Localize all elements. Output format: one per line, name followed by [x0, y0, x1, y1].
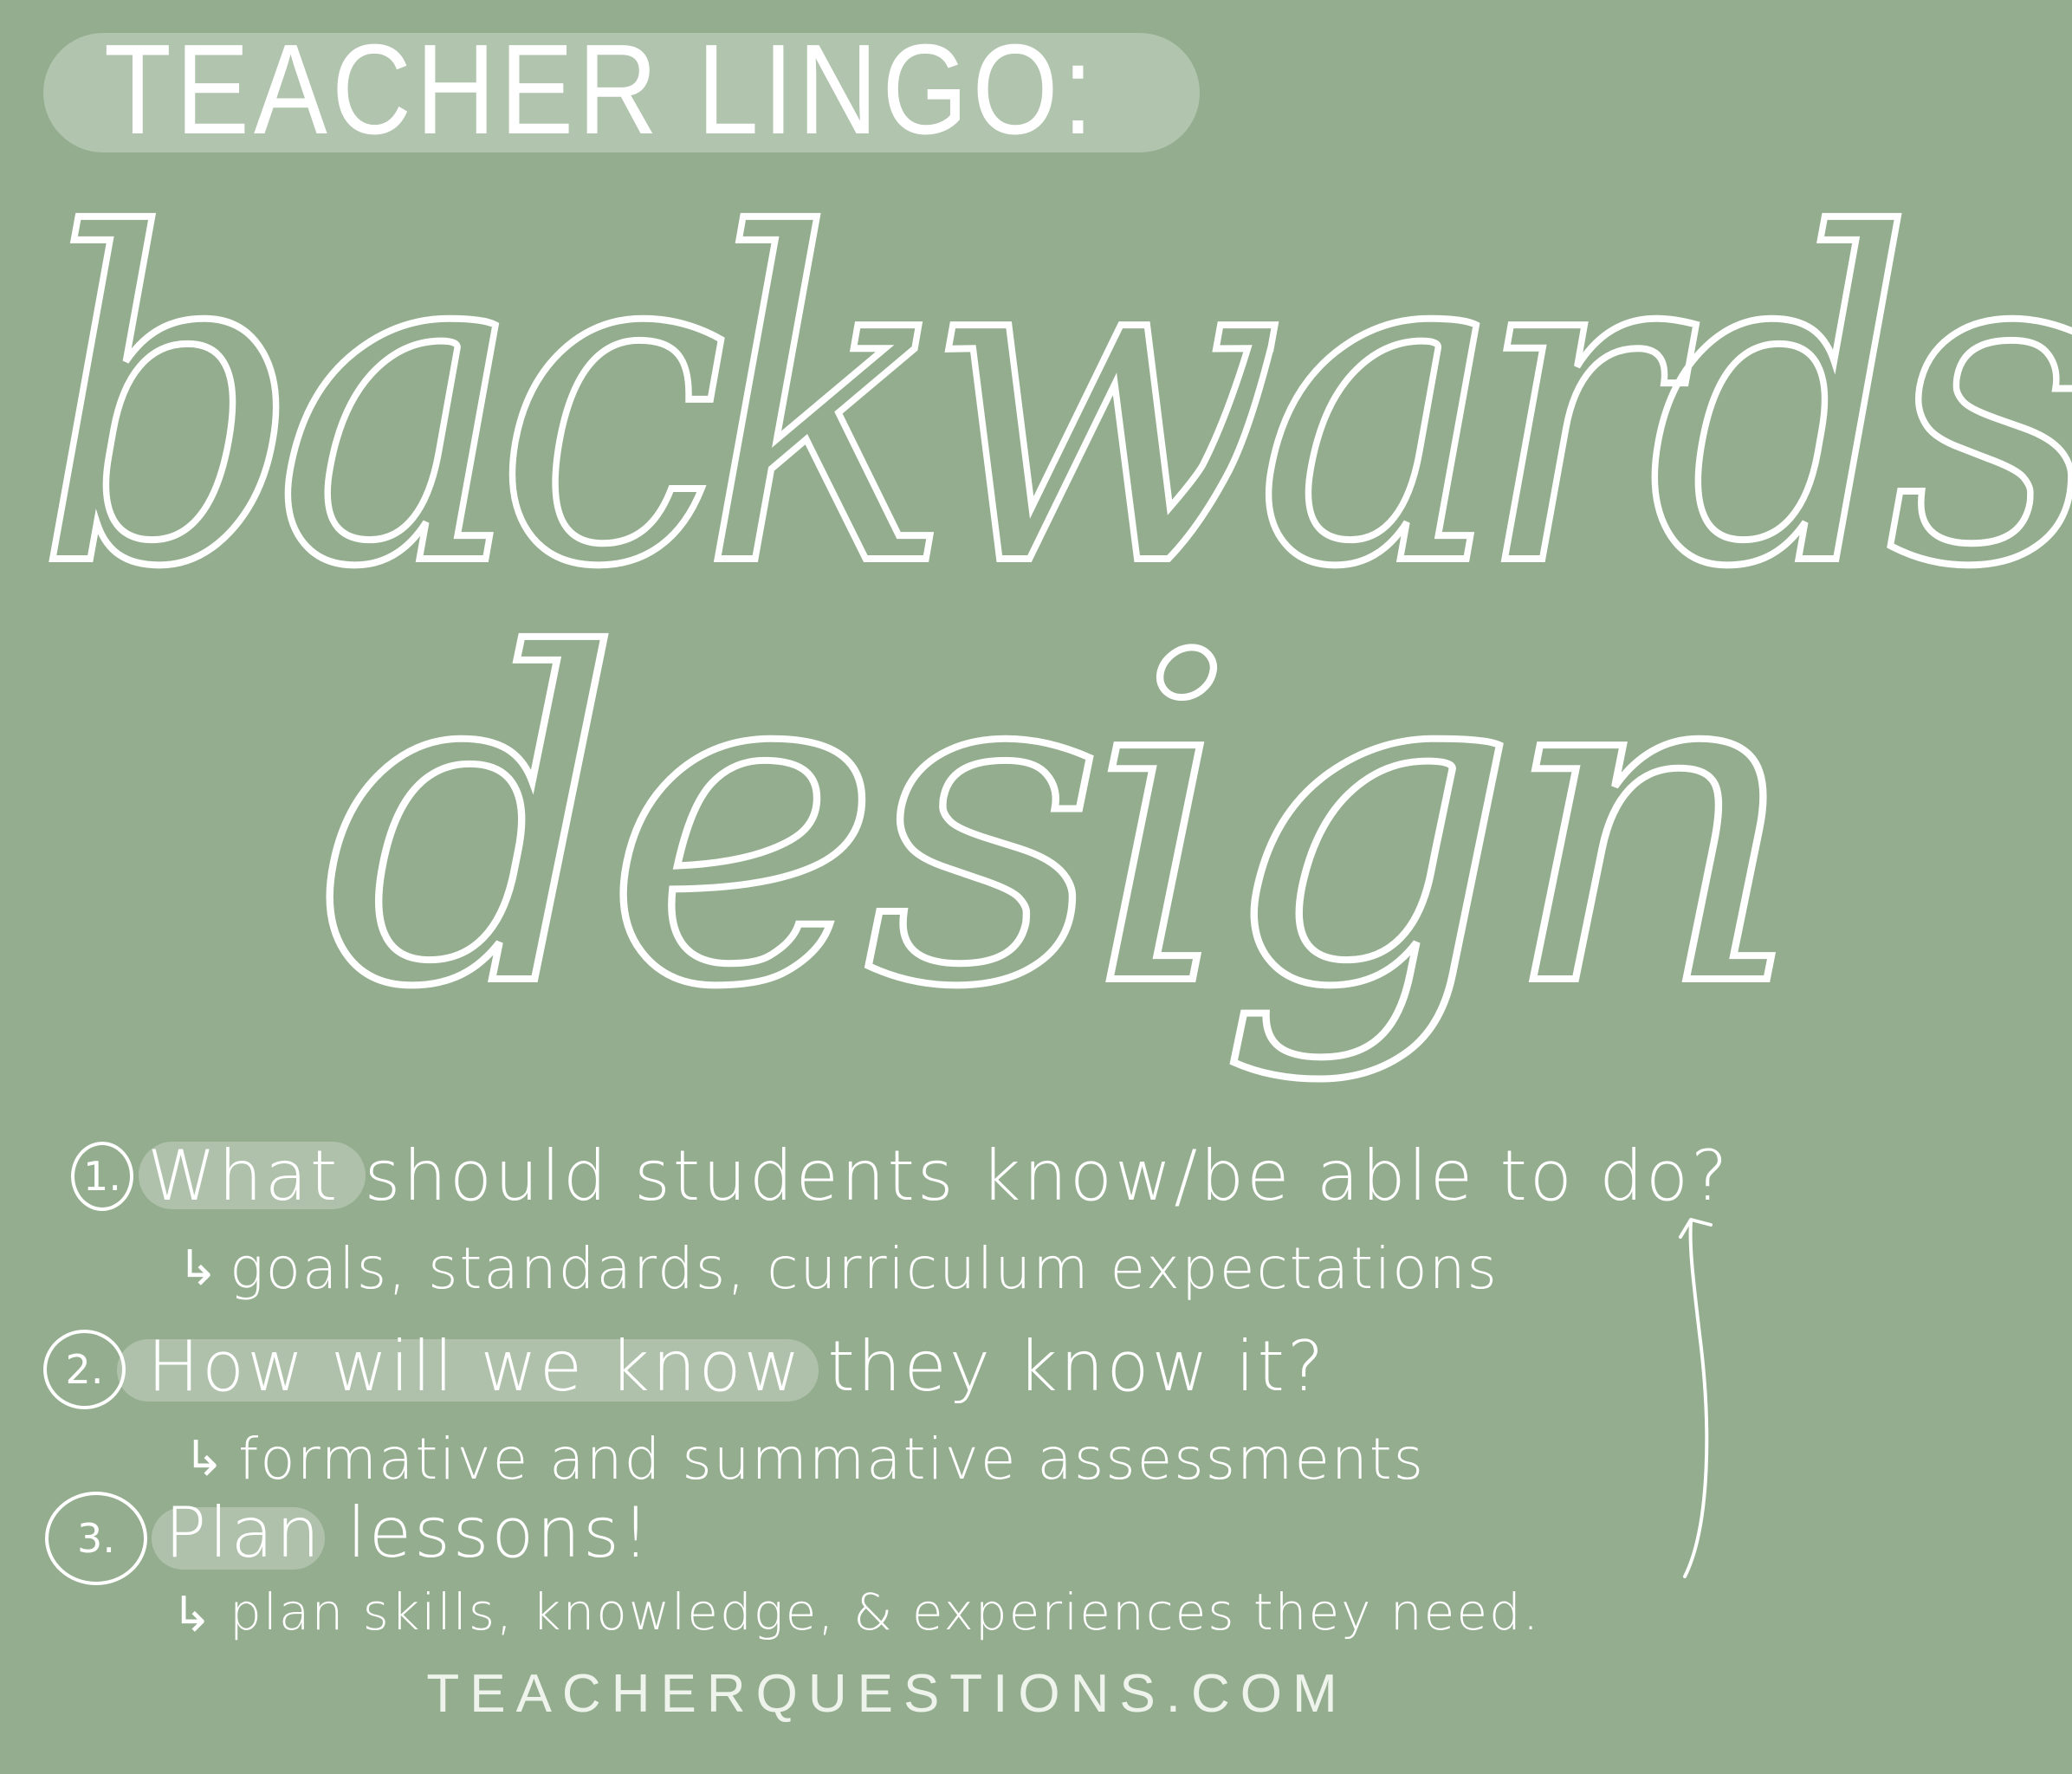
step1-question: What should students know/be able to do?: [147, 1136, 1731, 1216]
page-title: TEACHER LINGO:: [104, 18, 1098, 161]
step3-question: Plan lessons!: [165, 1492, 652, 1573]
step2-number: 2.: [65, 1346, 104, 1393]
step1-answer: goals, standards, curriculum expectations: [230, 1235, 1499, 1302]
website-footer: TEACHERQUESTIONS.COM: [426, 1664, 1348, 1724]
step2-question: How will we know they know it?: [147, 1326, 1327, 1407]
step3-arrow-icon: ↳: [172, 1587, 212, 1643]
step1-number: 1.: [83, 1153, 121, 1200]
step2-answer: formative and summative assessments: [238, 1426, 1426, 1492]
step3-number: 3.: [77, 1515, 115, 1562]
script-title-line2: design: [321, 560, 1785, 1085]
step1-arrow-icon: ↳: [178, 1240, 218, 1297]
script-title-line1: backwards: [35, 140, 2072, 665]
step3-answer: plan skills, knowledge, & experiences they need.: [230, 1583, 1541, 1641]
step2-arrow-icon: ↳: [184, 1431, 224, 1487]
